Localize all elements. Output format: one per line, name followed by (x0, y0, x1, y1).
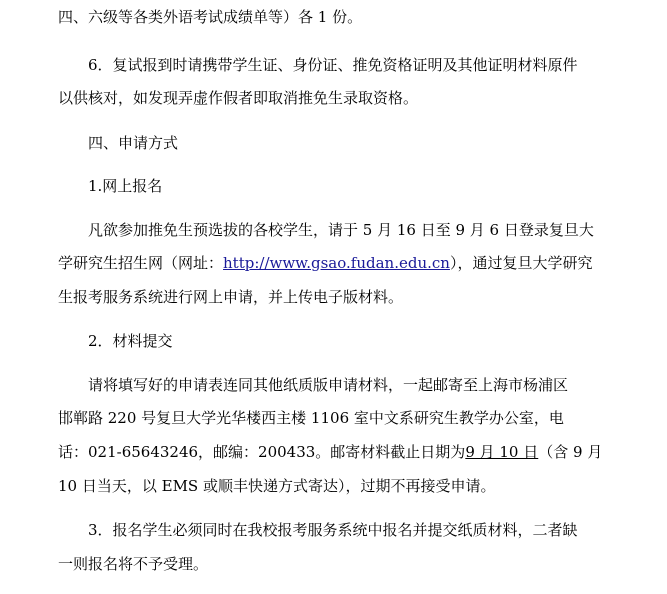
item-3-line-1: 3．报名学生必须同时在我校报考服务系统中报名并提交纸质材料，二者缺 (88, 521, 578, 539)
material-paragraph-line-3 (58, 442, 602, 462)
online-paragraph-line-1: 凡欲参加推免生预选拔的各校学生，请于 5 月 16 日至 9 月 6 日登录复旦大 (88, 221, 594, 239)
item-6-line-1: 6．复试报到时请携带学生证、身份证、推免资格证明及其他证明材料原件 (88, 56, 578, 74)
online-line-2-suffix: ），通过复旦大学研究 (449, 254, 593, 272)
text-line: 四、六级等各类外语考试成绩单等）各 1 份。 (58, 8, 363, 26)
section-heading-apply-method: 四、申请方式 (88, 134, 179, 152)
online-line-2-prefix: 学研究生招生网（网址： (58, 254, 224, 272)
material-line-3-prefix: 话：021-65643246，邮编：200433。邮寄材料截止日期为 (58, 443, 466, 461)
subheading-online-registration: 1.网上报名 (88, 177, 163, 195)
material-paragraph-line-1: 请将填写好的申请表连同其他纸质版申请材料，一起邮寄至上海市杨浦区 (88, 376, 569, 394)
material-line-3-suffix: （含 9 月 (538, 443, 603, 461)
online-paragraph-line-2 (58, 253, 592, 273)
subheading-material-submission: 2．材料提交 (88, 332, 173, 350)
item-6-line-2: 以供核对，如发现弄虚作假者即取消推免生录取资格。 (58, 89, 419, 107)
material-paragraph-line-2: 邯郸路 220 号复旦大学光华楼西主楼 1106 室中文系研究生教学办公室，电 (58, 409, 564, 427)
material-paragraph-line-4: 10 日当天，以 EMS 或顺丰快递方式寄达），过期不再接受申请。 (58, 477, 496, 495)
item-3-line-2: 一则报名将不予受理。 (58, 555, 209, 573)
deadline-date: 9 月 10 日 (465, 443, 539, 461)
online-paragraph-line-3: 生报考服务系统进行网上申请，并上传电子版材料。 (58, 288, 404, 306)
gsao-website-link[interactable]: http://www.gsao.fudan.edu.cn (223, 254, 450, 272)
